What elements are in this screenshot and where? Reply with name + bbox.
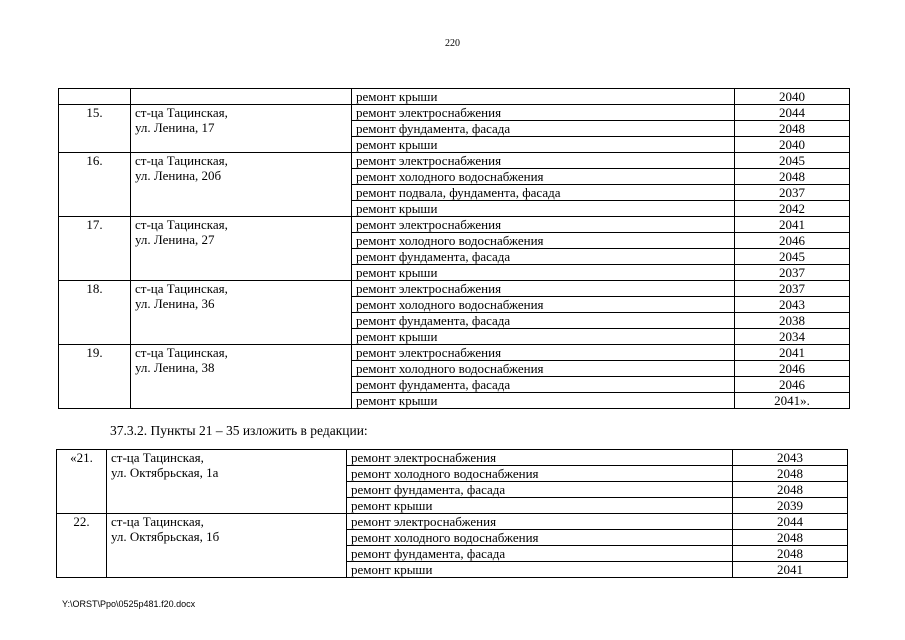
address-line: ул. Ленина, 20б	[135, 168, 222, 183]
work-type-cell: ремонт крыши	[347, 498, 733, 514]
table-row	[57, 514, 848, 530]
work-type-cell: ремонт холодного водоснабжения	[347, 466, 733, 482]
year-cell: 2043	[733, 450, 848, 466]
work-type-cell: ремонт крыши	[347, 562, 733, 578]
address-cell	[131, 345, 352, 409]
year-cell: 2043	[735, 297, 850, 313]
year-cell: 2034	[735, 329, 850, 345]
address-line: ул. Ленина, 27	[135, 232, 215, 247]
row-number-cell: 15.	[59, 105, 131, 153]
row-number-cell: 18.	[59, 281, 131, 345]
address-cell	[107, 450, 347, 514]
page-number: 220	[445, 38, 460, 49]
work-type-cell: ремонт крыши	[352, 201, 735, 217]
table-row	[59, 345, 850, 361]
row-number-cell: 19.	[59, 345, 131, 409]
address-line: ст-ца Тацинская,	[111, 450, 204, 465]
work-type-cell: ремонт фундамента, фасада	[352, 249, 735, 265]
address-cell	[131, 281, 352, 345]
year-cell: 2037	[735, 265, 850, 281]
address-line: ст-ца Тацинская,	[135, 105, 228, 120]
address-line: ст-ца Тацинская,	[135, 217, 228, 232]
row-number-cell: 22.	[57, 514, 107, 578]
row-number-cell: «21.	[57, 450, 107, 514]
year-cell: 2041	[735, 345, 850, 361]
year-cell: 2044	[735, 105, 850, 121]
file-path-footer: Y:\ORST\Ppo\0525p481.f20.docx	[62, 599, 196, 609]
year-cell: 2044	[733, 514, 848, 530]
year-cell: 2041».	[735, 393, 850, 409]
row-number-cell	[59, 89, 131, 105]
work-type-cell: ремонт крыши	[352, 393, 735, 409]
year-cell: 2046	[735, 377, 850, 393]
row-number-cell: 17.	[59, 217, 131, 281]
address-cell	[131, 217, 352, 281]
year-cell: 2040	[735, 89, 850, 105]
work-type-cell: ремонт холодного водоснабжения	[352, 297, 735, 313]
work-type-cell: ремонт холодного водоснабжения	[347, 530, 733, 546]
table-row	[59, 153, 850, 169]
year-cell: 2046	[735, 233, 850, 249]
amendment-paragraph: 37.3.2. Пункты 21 – 35 изложить в редакции:	[110, 423, 368, 438]
table-row	[59, 281, 850, 297]
work-type-cell: ремонт электроснабжения	[347, 514, 733, 530]
work-type-cell: ремонт электроснабжения	[352, 217, 735, 233]
year-cell: 2041	[735, 217, 850, 233]
year-cell: 2048	[733, 466, 848, 482]
work-type-cell: ремонт электроснабжения	[352, 105, 735, 121]
work-type-cell: ремонт крыши	[352, 89, 735, 105]
address-line: ул. Октябрьская, 1б	[111, 529, 220, 544]
table-row	[59, 217, 850, 233]
work-type-cell: ремонт электроснабжения	[352, 153, 735, 169]
work-type-cell: ремонт крыши	[352, 137, 735, 153]
year-cell: 2048	[735, 169, 850, 185]
year-cell: 2048	[733, 482, 848, 498]
year-cell: 2039	[733, 498, 848, 514]
address-line: ст-ца Тацинская,	[111, 514, 204, 529]
year-cell: 2046	[735, 361, 850, 377]
address-line: ул. Ленина, 38	[135, 360, 215, 375]
year-cell: 2037	[735, 281, 850, 297]
year-cell: 2040	[735, 137, 850, 153]
work-type-cell: ремонт электроснабжения	[347, 450, 733, 466]
year-cell: 2038	[735, 313, 850, 329]
table-row	[59, 105, 850, 121]
address-line: ул. Ленина, 17	[135, 120, 215, 135]
year-cell: 2041	[733, 562, 848, 578]
work-type-cell: ремонт холодного водоснабжения	[352, 169, 735, 185]
year-cell: 2048	[735, 121, 850, 137]
work-type-cell: ремонт фундамента, фасада	[347, 546, 733, 562]
year-cell: 2045	[735, 153, 850, 169]
work-type-cell: ремонт холодного водоснабжения	[352, 361, 735, 377]
row-number-cell: 16.	[59, 153, 131, 217]
work-type-cell: ремонт фундамента, фасада	[352, 377, 735, 393]
repair-schedule-table-1	[58, 88, 850, 409]
work-type-cell: ремонт холодного водоснабжения	[352, 233, 735, 249]
address-line: ст-ца Тацинская,	[135, 345, 228, 360]
work-type-cell: ремонт крыши	[352, 329, 735, 345]
address-cell	[107, 514, 347, 578]
repair-schedule-table-2	[56, 449, 848, 578]
address-cell	[131, 153, 352, 217]
year-cell: 2048	[733, 530, 848, 546]
work-type-cell: ремонт подвала, фундамента, фасада	[352, 185, 735, 201]
address-line: ст-ца Тацинская,	[135, 281, 228, 296]
work-type-cell: ремонт электроснабжения	[352, 345, 735, 361]
address-cell	[131, 105, 352, 153]
address-cell	[131, 89, 352, 105]
table-row	[57, 450, 848, 466]
year-cell: 2048	[733, 546, 848, 562]
work-type-cell: ремонт фундамента, фасада	[352, 121, 735, 137]
work-type-cell: ремонт электроснабжения	[352, 281, 735, 297]
year-cell: 2037	[735, 185, 850, 201]
work-type-cell: ремонт крыши	[352, 265, 735, 281]
year-cell: 2042	[735, 201, 850, 217]
address-line: ул. Ленина, 36	[135, 296, 215, 311]
work-type-cell: ремонт фундамента, фасада	[347, 482, 733, 498]
table-row	[59, 89, 850, 105]
year-cell: 2045	[735, 249, 850, 265]
address-line: ст-ца Тацинская,	[135, 153, 228, 168]
work-type-cell: ремонт фундамента, фасада	[352, 313, 735, 329]
address-line: ул. Октябрьская, 1а	[111, 465, 219, 480]
